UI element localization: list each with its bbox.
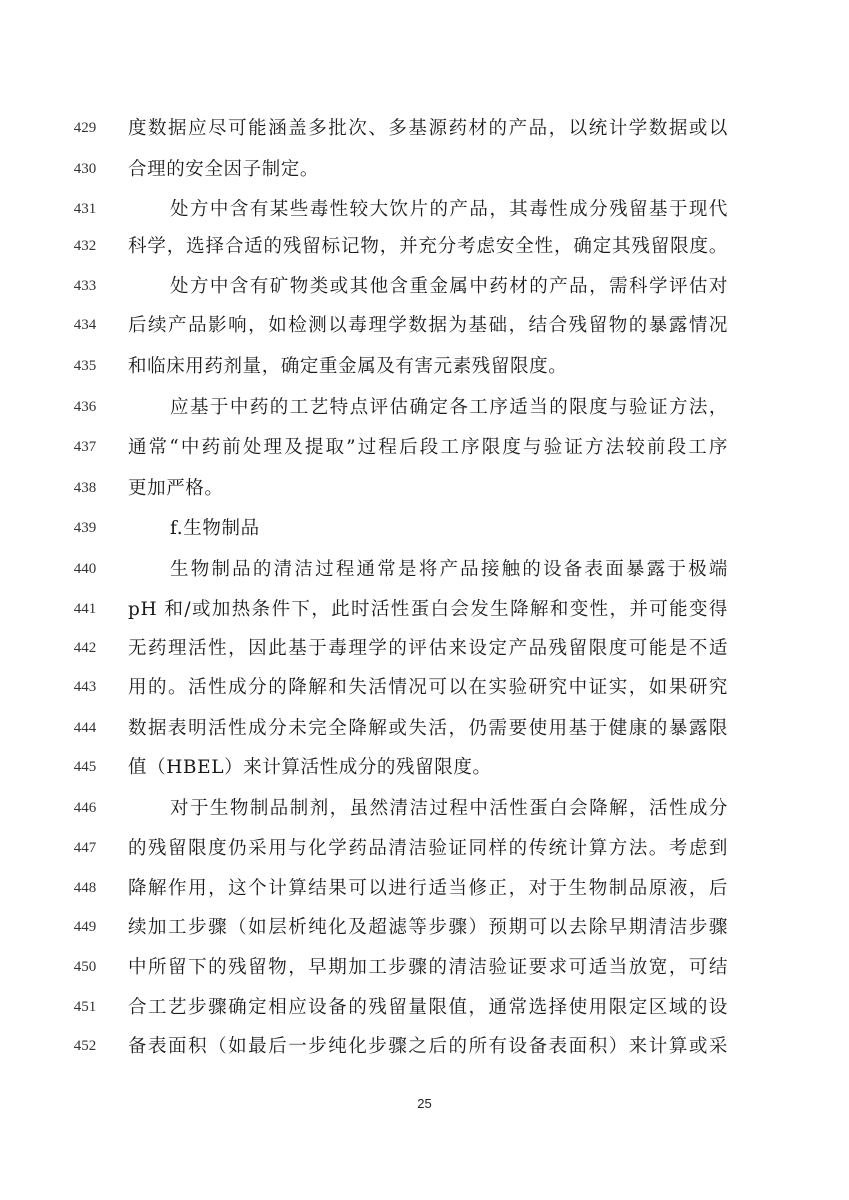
document-line (0, 153, 849, 187)
document-line (0, 553, 849, 587)
line-number: 431 (73, 201, 97, 217)
line-number: 433 (73, 278, 97, 294)
line-text: 生物制品的清洁过程通常是将产品接触的设备表面暴露于极端 (170, 559, 728, 580)
document-line (0, 951, 849, 985)
document-line (0, 193, 849, 227)
page-number: 25 (417, 1096, 432, 1111)
document-line (0, 671, 849, 705)
line-number: 443 (73, 679, 97, 695)
line-text: 处方中含有矿物类或其他含重金属中药材的产品，需科学评估对 (170, 276, 728, 297)
line-text: 中所留下的残留物，早期加工步骤的清洁验证要求可适当放宽，可结 (128, 957, 728, 978)
document-line (0, 350, 849, 384)
document-line (0, 230, 849, 264)
document-line (0, 991, 849, 1025)
line-text: 数据表明活性成分未完全降解或失活，仍需要使用基于健康的暴露限 (128, 718, 728, 739)
line-number: 441 (73, 601, 97, 617)
line-number: 438 (73, 480, 97, 496)
line-text: 合理的安全因子制定。 (128, 159, 320, 180)
line-number: 436 (73, 399, 97, 415)
line-text: 通常“中药前处理及提取”过程后段工序限度与验证方法较前段工序 (128, 437, 728, 458)
line-text: 后续产品影响，如检测以毒理学数据为基础，结合残留物的暴露情况 (128, 315, 728, 336)
line-text: 度数据应尽可能涵盖多批次、多基源药材的产品，以统计学数据或以 (128, 118, 728, 139)
document-line (0, 792, 849, 826)
line-number: 450 (73, 959, 97, 975)
line-text: 值（HBEL）来计算活性成分的残留限度。 (128, 757, 492, 778)
line-number: 445 (73, 759, 97, 775)
line-number: 434 (73, 317, 97, 333)
line-number: 448 (73, 880, 97, 896)
document-line (0, 472, 849, 506)
document-line (0, 751, 849, 785)
line-number: 446 (73, 800, 97, 816)
document-line (0, 391, 849, 425)
line-text: 更加严格。 (128, 478, 224, 499)
line-text: 对于生物制品制剂，虽然清洁过程中活性蛋白会降解，活性成分 (170, 798, 728, 819)
line-text: 备表面积（如最后一步纯化步骤之后的所有设备表面积）来计算或采 (128, 1036, 728, 1057)
line-text: 的残留限度仍采用与化学药品清洁验证同样的传统计算方法。考虑到 (128, 838, 728, 859)
line-text: 科学，选择合适的残留标记物，并充分考虑安全性，确定其残留限度。 (128, 236, 728, 257)
line-text: 用的。活性成分的降解和失活情况可以在实验研究中证实，如果研究 (128, 677, 728, 698)
line-text: 降解作用，这个计算结果可以进行适当修正，对于生物制品原液，后 (128, 878, 728, 899)
line-number: 451 (73, 999, 97, 1015)
line-number: 452 (73, 1038, 97, 1054)
document-line (0, 270, 849, 304)
line-number: 430 (73, 161, 97, 177)
line-text: 和临床用药剂量，确定重金属及有害元素残留限度。 (128, 356, 568, 377)
line-number: 447 (73, 840, 97, 856)
line-number: 435 (73, 358, 97, 374)
document-line (0, 911, 849, 945)
line-text: 合工艺步骤确定相应设备的残留量限值，通常选择使用限定区域的设 (128, 997, 728, 1018)
document-line (0, 872, 849, 906)
line-number: 429 (73, 120, 97, 136)
document-line (0, 1030, 849, 1064)
line-number: 442 (73, 640, 97, 656)
document-line (0, 112, 849, 146)
line-number: 432 (73, 238, 97, 254)
line-text: 续加工步骤（如层析纯化及超滤等步骤）预期可以去除早期清洁步骤 (128, 917, 728, 938)
document-line (0, 712, 849, 746)
section-heading: f.生物制品 (170, 518, 260, 539)
document-line (0, 593, 849, 627)
line-text: 无药理活性，因此基于毒理学的评估来设定产品残留限度可能是不适 (128, 638, 728, 659)
line-number: 437 (73, 439, 97, 455)
document-line (0, 431, 849, 465)
document-line (0, 309, 849, 343)
document-line (0, 832, 849, 866)
line-text: 应基于中药的工艺特点评估确定各工序适当的限度与验证方法， (170, 397, 728, 418)
line-text: pH 和/或加热条件下，此时活性蛋白会发生降解和变性，并可能变得 (128, 599, 728, 620)
line-text: 处方中含有某些毒性较大饮片的产品，其毒性成分残留基于现代 (170, 199, 728, 220)
document-line (0, 512, 849, 546)
line-number: 449 (73, 919, 97, 935)
line-number: 444 (73, 720, 97, 736)
document-line (0, 632, 849, 666)
line-number: 439 (73, 520, 97, 536)
line-number: 440 (73, 561, 97, 577)
